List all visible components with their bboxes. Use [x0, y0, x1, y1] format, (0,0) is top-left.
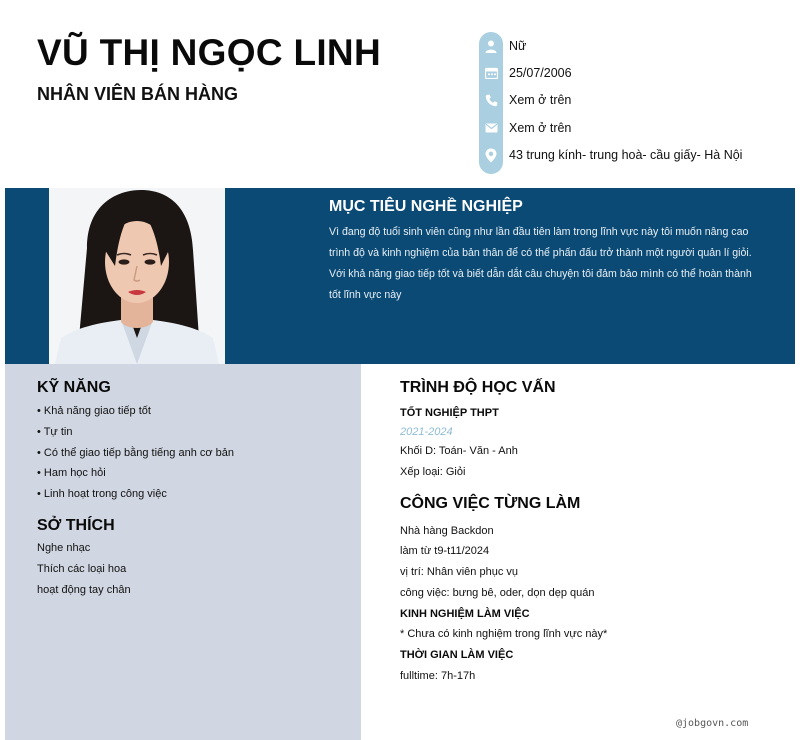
contact-gender — [479, 35, 789, 57]
experience-text: * Chưa có kinh nghiệm trong lĩnh vực này* — [400, 628, 608, 640]
skill-item: • Khả năng giao tiếp tốt — [37, 405, 151, 417]
location-pin-icon — [479, 144, 503, 166]
education-period: 2021-2024 — [400, 426, 453, 438]
contact-phone-text: Xem ở trên — [509, 93, 572, 107]
experience-title: KINH NGHIỆM LÀM VIỆC — [400, 608, 530, 620]
contact-gender-text: Nữ — [509, 39, 527, 53]
work-line: công việc: bưng bê, oder, dọn dẹp quán — [400, 587, 595, 599]
education-title: TRÌNH ĐỘ HỌC VẤN — [400, 379, 556, 396]
phone-icon — [479, 89, 503, 111]
skill-item: • Có thể giao tiếp bằng tiếng anh cơ bản — [37, 446, 234, 459]
candidate-role: NHÂN VIÊN BÁN HÀNG — [37, 84, 239, 104]
contact-email-text: Xem ở trên — [509, 121, 572, 135]
email-icon — [479, 117, 503, 139]
work-time-title: THỜI GIAN LÀM VIỆC — [400, 649, 514, 661]
education-degree: TỐT NGHIỆP THPT — [400, 407, 499, 419]
contact-address-text: 43 trung kính- trung hoà- cầu giấy- Hà Nội — [509, 148, 743, 162]
work-line: Nhà hàng Backdon — [400, 525, 494, 537]
person-icon — [479, 35, 503, 57]
objective-title: MỤC TIÊU NGHỀ NGHIỆP — [329, 198, 523, 215]
hobby-item: Nghe nhạc — [37, 542, 91, 554]
calendar-icon — [479, 62, 503, 84]
education-grade: Xếp loại: Giỏi — [400, 466, 466, 478]
work-time-text: fulltime: 7h-17h — [400, 670, 476, 682]
skills-list — [37, 401, 234, 505]
contact-birthdate — [479, 62, 789, 84]
contact-email — [479, 117, 789, 139]
hobby-item: hoạt động tay chân — [37, 583, 131, 596]
contact-phone — [479, 89, 789, 111]
skill-item: • Linh hoạt trong công việc — [37, 488, 167, 501]
hobby-item: Thích các loại hoa — [37, 562, 127, 575]
hobbies-title: SỞ THÍCH — [37, 517, 115, 534]
education-track: Khối D: Toán- Văn - Anh — [400, 445, 518, 457]
contact-address — [479, 144, 789, 166]
work-line: vị trí: Nhân viên phục vụ — [400, 566, 519, 578]
work-title: CÔNG VIỆC TỪNG LÀM — [400, 495, 581, 512]
watermark: @jobgovn.com — [676, 718, 749, 729]
skills-title: KỸ NĂNG — [37, 379, 111, 396]
skill-item: • Tự tin — [37, 425, 73, 438]
profile-photo — [49, 188, 225, 364]
hobbies-list — [37, 538, 131, 600]
candidate-name: VŨ THỊ NGỌC LINH — [37, 32, 381, 73]
objective-text: Vì đang độ tuổi sinh viên cũng như lần đầu tiên làm trong lĩnh vực này tôi muốn nâng cao trình độ và kinh nghiệm của bản thân để có thể phấn đấu trở thành một người quản lí giỏi. Với khả năng giao tiếp tốt và biết dẫn dắt câu chuyện tôi đảm bảo mình có thể hoàn thành tốt lĩnh vực này — [329, 226, 752, 301]
skill-item: • Ham học hỏi — [37, 467, 106, 480]
work-line: làm từ t9-t11/2024 — [400, 545, 490, 557]
contact-birthdate-text: 25/07/2006 — [509, 66, 572, 80]
